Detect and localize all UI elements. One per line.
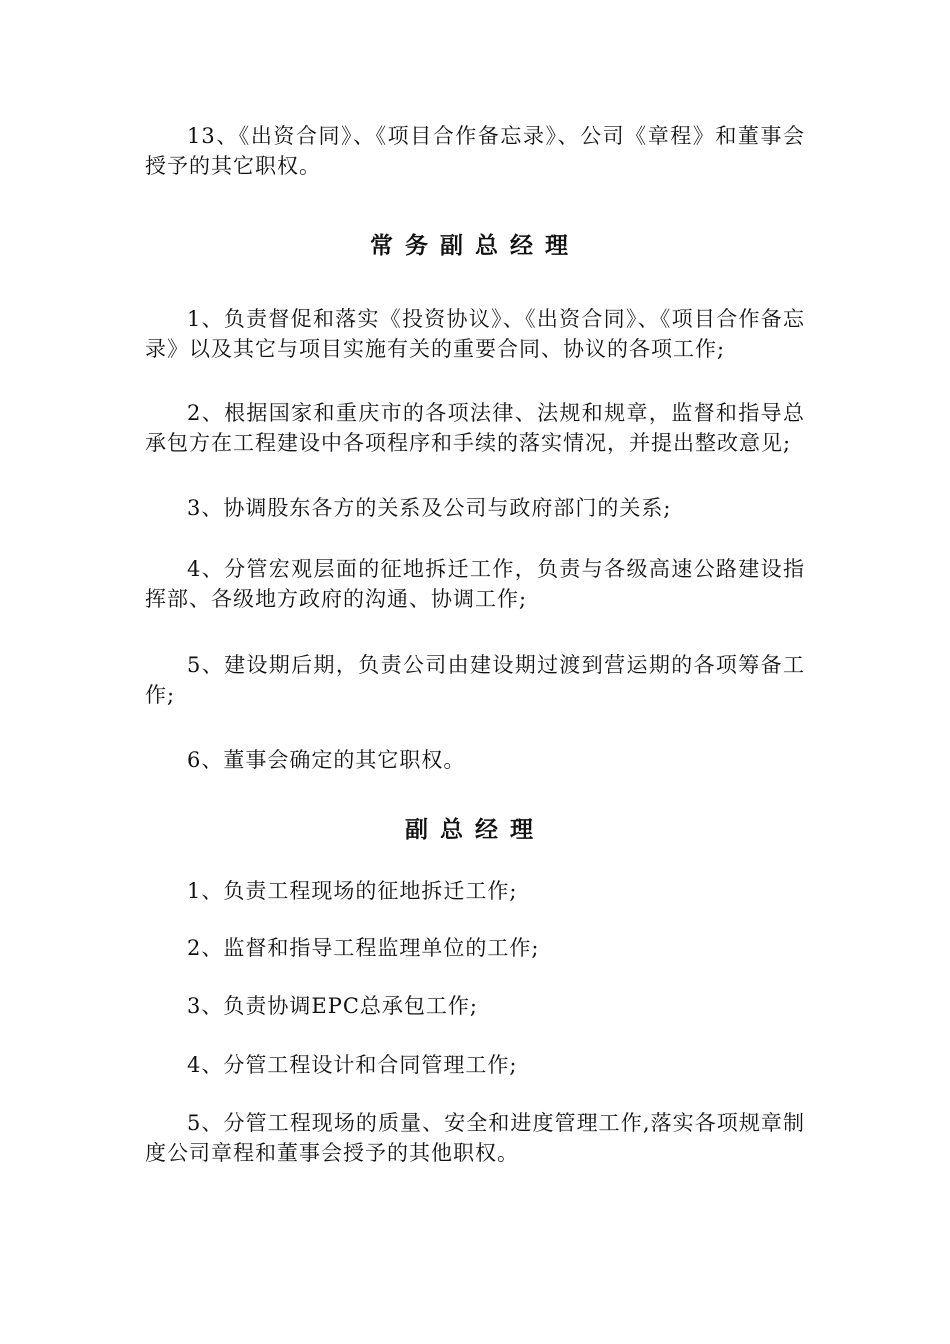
paragraph-evgm-6: 6、董事会确定的其它职权。 [187, 748, 466, 772]
paragraph-evgm-1: 1、负责督促和落实《投资协议》、《出资合同》、《项目合作备忘录》以及其它与项目实施有关的重要合同、协议的各项工作; [145, 307, 805, 361]
paragraph-vgm-2: 2、监督和指导工程监理单位的工作; [187, 936, 540, 960]
heading-vice-gm: 副总经理 [405, 817, 545, 843]
heading-executive-vice-gm: 常务副总经理 [370, 233, 580, 259]
paragraph-vgm-1: 1、负责工程现场的征地拆迁工作; [187, 879, 518, 903]
paragraph-vgm-4: 4、分管工程设计和合同管理工作; [187, 1053, 518, 1077]
paragraph-evgm-5: 5、建设期后期，负责公司由建设期过渡到营运期的各项筹备工作; [145, 653, 805, 707]
paragraph-evgm-4: 4、分管宏观层面的征地拆迁工作，负责与各级高速公路建设指挥部、各级地方政府的沟通、协调工作; [145, 557, 805, 611]
paragraph-evgm-2: 2、根据国家和重庆市的各项法律、法规和规章，监督和指导总承包方在工程建设中各项程序和手续的落实情况，并提出整改意见; [145, 401, 805, 455]
paragraph-vgm-3: 3、负责协调EPC总承包工作; [187, 994, 478, 1018]
paragraph-vgm-5: 5、分管工程现场的质量、安全和进度管理工作,落实各项规章制度公司章程和董事会授予的其他职权。 [145, 1111, 805, 1165]
paragraph-evgm-3: 3、协调股东各方的关系及公司与政府部门的关系; [187, 496, 672, 520]
paragraph-13: 13、《出资合同》、《项目合作备忘录》、公司《章程》和董事会授予的其它职权。 [145, 124, 805, 178]
